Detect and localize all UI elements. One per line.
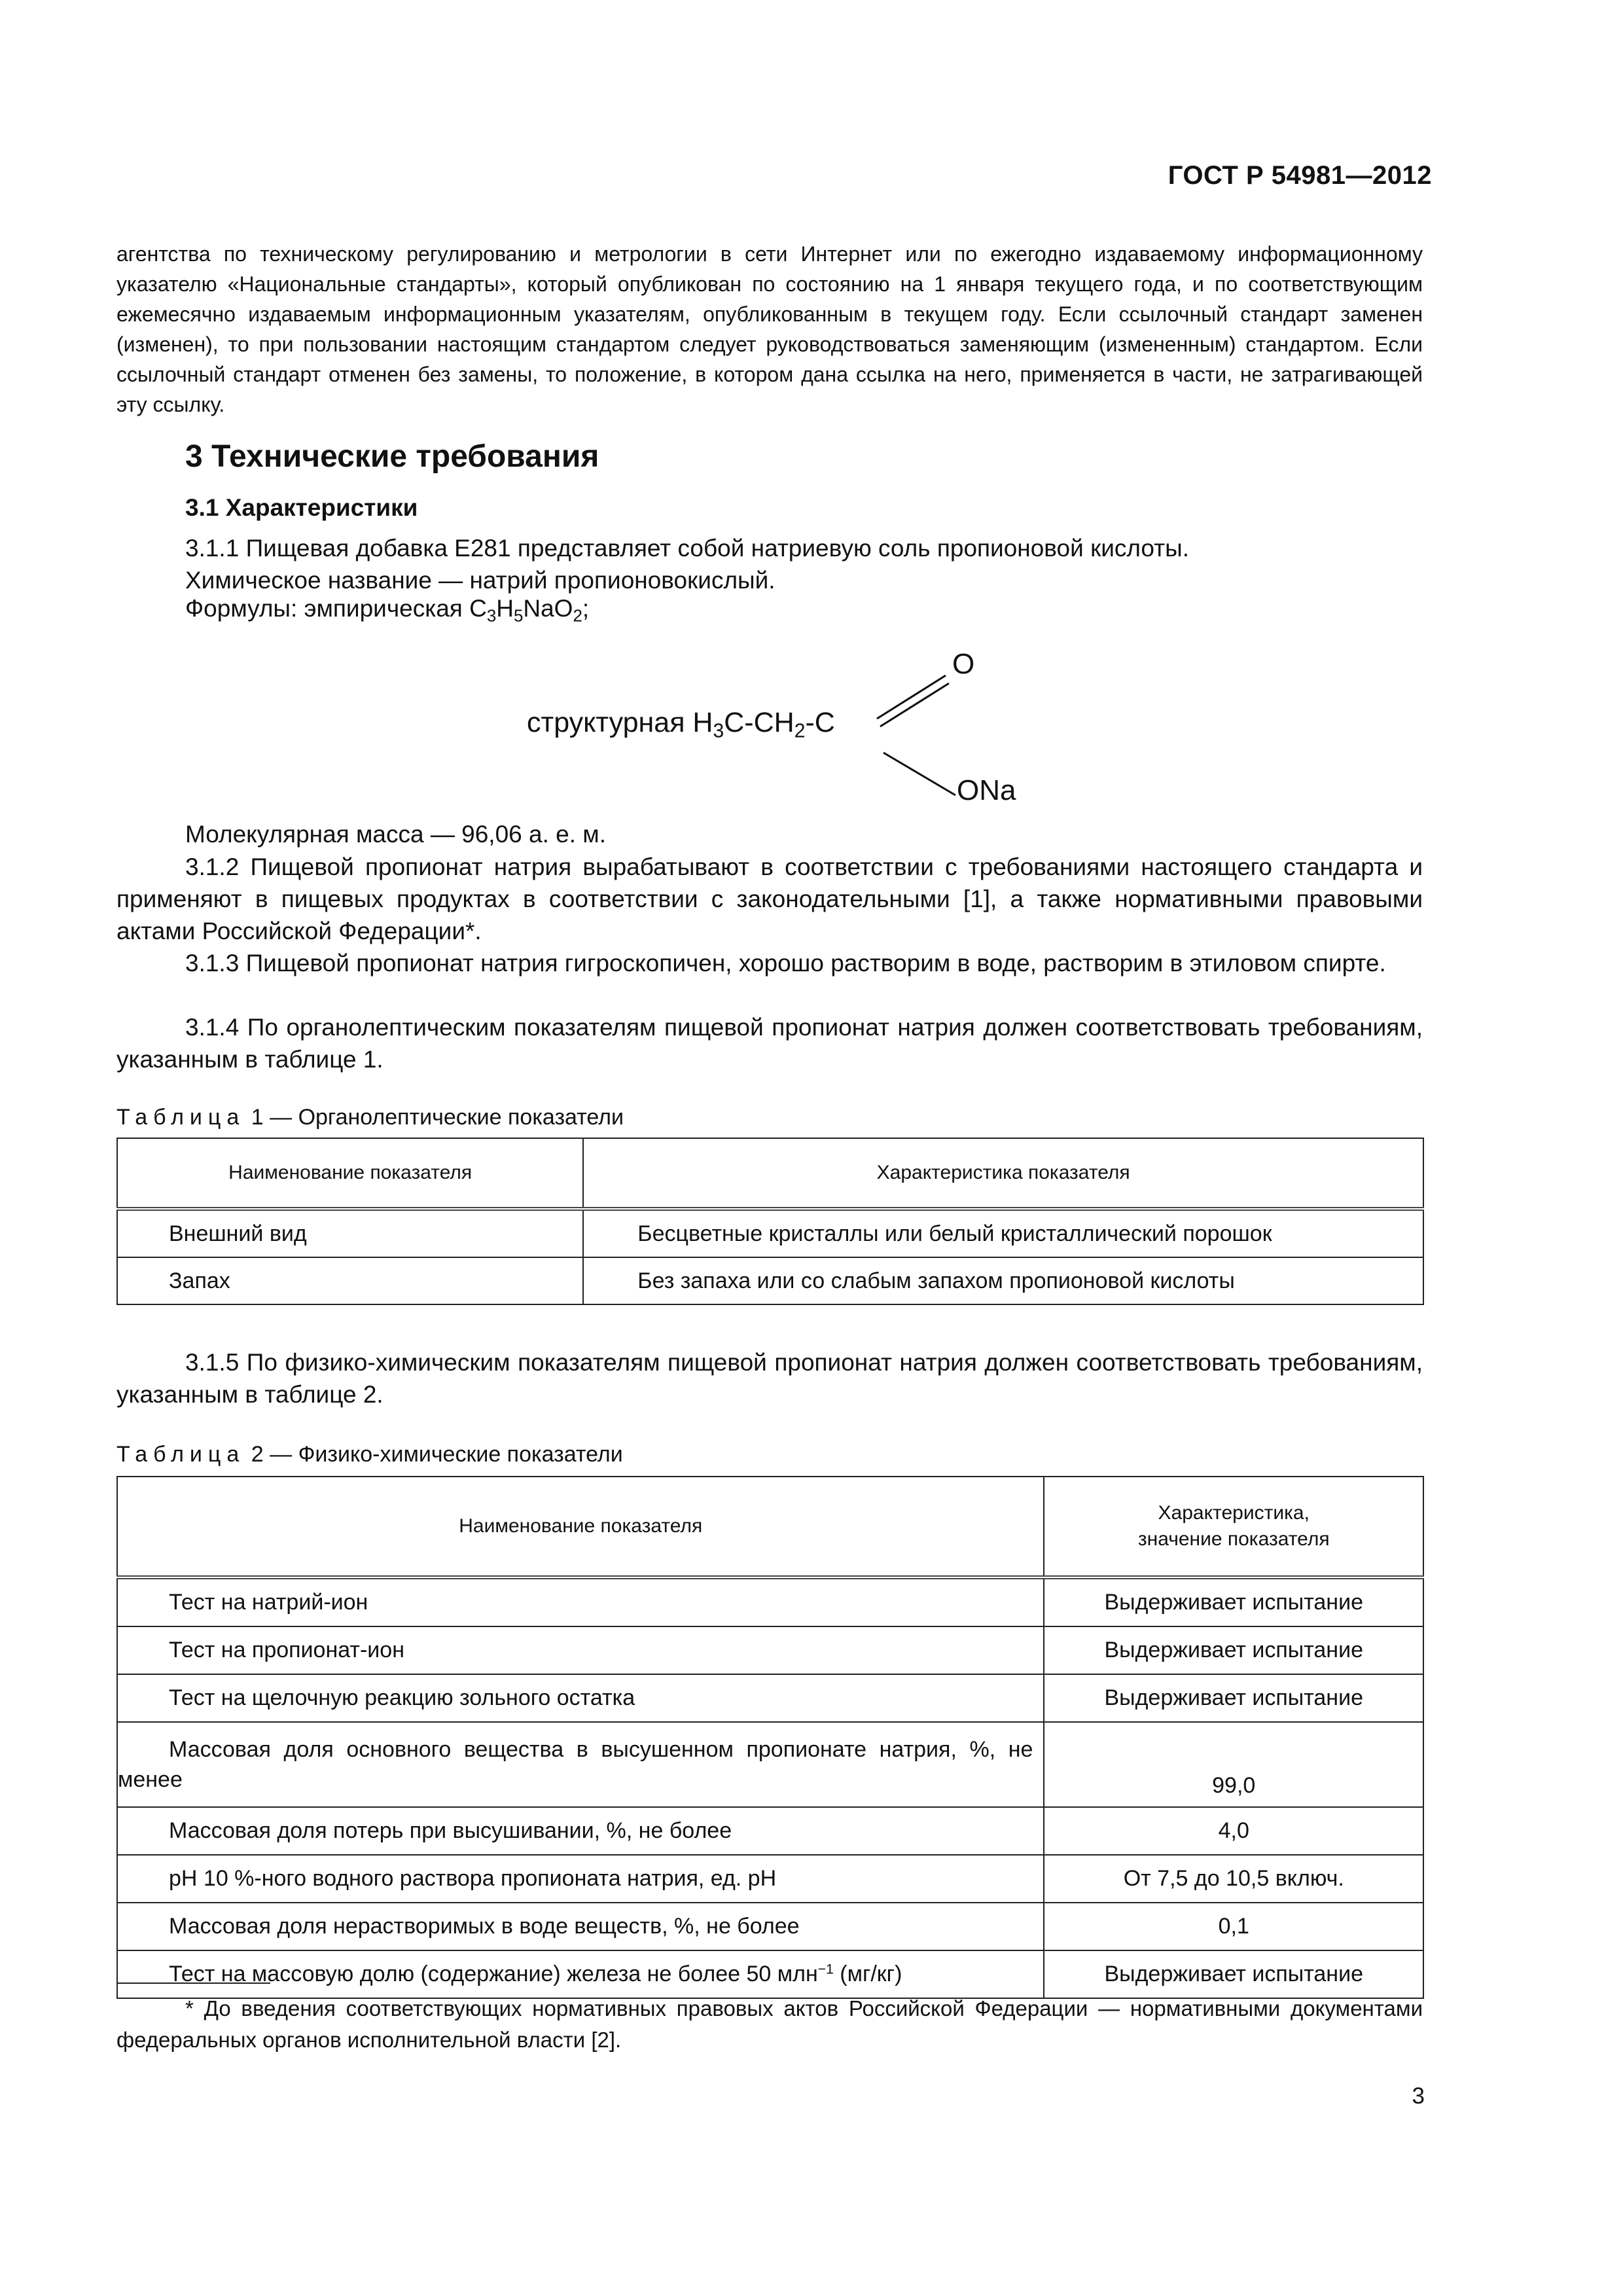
intro-paragraph: агентства по техническому регулированию и метрологии в сети Интернет или по ежегодно издаваемому информационному указателю «Национальные стандарты», который опубликован по состоянию на 1 января текущего года, и по соответствующим ежемесячно издаваемым информационным указателям, опубликованным в текущем году. Если ссылочный стандарт заменен (изменен), то при пользовании настоящим стандартом следует руководствоваться заменяющим (измененным) стандартом. Если ссылочный стандарт отменен без замены, то положение, в котором дана ссылка на него, применяется в части, не затрагивающей эту ссылку. <box>116 242 1423 416</box>
table2-cell: Массовая доля основного вещества в высушенном пропионате натрия, %, не менее <box>117 1722 1044 1807</box>
table2-cell: 0,1 <box>1044 1903 1423 1950</box>
iron-test-suffix: (мг/кг) <box>833 1962 902 1986</box>
section-title: 3 Технические требования <box>185 439 599 474</box>
formula-sub: 2 <box>573 607 582 626</box>
table2-cell: Выдерживает испытание <box>1044 1577 1423 1626</box>
double-bond-lower <box>880 683 949 726</box>
footnote: * До введения соответствующих нормативных правовых актов Российской Федерации — нормативными документами федеральных органов исполнительной власти [2]. <box>116 1996 1423 2052</box>
table-row <box>117 1257 1423 1304</box>
table1-caption <box>116 1105 624 1130</box>
table1-caption-rest: 1 — Органолептические показатели <box>251 1105 624 1130</box>
table-row <box>117 1903 1423 1950</box>
table1-header-char: Характеристика показателя <box>583 1138 1423 1209</box>
formula-sub: 5 <box>513 607 524 626</box>
table2-cell: Выдерживает испытание <box>1044 1674 1423 1722</box>
table-organoleptic <box>116 1138 1424 1305</box>
chemical-name-text: Химическое название — натрий пропионовокислый. <box>185 567 776 594</box>
table-row <box>117 1577 1423 1626</box>
table1-cell: Запах <box>117 1257 583 1304</box>
clause-3-1-5: 3.1.5 По физико-химическим показателям пищевой пропионат натрия должен соответствовать требованиям, указанным в таблице 2. <box>116 1349 1423 1408</box>
struct-end: -C <box>805 707 835 738</box>
table1-caption-word: Таблица <box>116 1105 245 1130</box>
document-id-header: ГОСТ Р 54981—2012 <box>1168 161 1432 190</box>
table2-cell: Массовая доля потерь при высушивании, %, не более <box>117 1807 1044 1855</box>
table2-cell <box>117 1950 1044 1998</box>
footnote-divider <box>116 1982 270 1984</box>
table2-cell: 4,0 <box>1044 1807 1423 1855</box>
formula-sub: 3 <box>486 607 497 626</box>
iron-test-prefix: Тест на массовую долю (содержание) железа не более 50 млн <box>169 1962 818 1986</box>
page-number: 3 <box>1412 2083 1425 2109</box>
table-row <box>117 1626 1423 1674</box>
table-row <box>117 1209 1423 1257</box>
table-row <box>117 1722 1423 1807</box>
struct-sub: 3 <box>713 720 724 742</box>
table1-cell: Без запаха или со слабым запахом пропионовой кислоты <box>583 1257 1423 1304</box>
table2-header-name: Наименование показателя <box>117 1477 1044 1577</box>
table-row <box>117 1674 1423 1722</box>
table2-cell: Выдерживает испытание <box>1044 1626 1423 1674</box>
oxygen-atom: O <box>952 648 975 680</box>
molar-mass: Молекулярная масса — 96,06 а. е. м. <box>185 821 607 848</box>
struct-mid: C-CH <box>724 707 794 738</box>
formula-na: NaO <box>523 595 573 622</box>
chemical-name <box>116 564 1423 596</box>
table2-cell: Выдерживает испытание <box>1044 1950 1423 1998</box>
table-row <box>117 1807 1423 1855</box>
table2-header-line1: Характеристика, <box>1158 1502 1310 1524</box>
table1-header-row <box>117 1138 1423 1209</box>
clause-3-1-1-text: 3.1.1 Пищевая добавка Е281 представляет собой натриевую соль пропионовой кислоты. <box>185 535 1190 562</box>
table2-cell: Тест на щелочную реакцию зольного остатка <box>117 1674 1044 1722</box>
clause-3-1-3: 3.1.3 Пищевой пропионат натрия гигроскопичен, хорошо растворим в воде, растворим в этиловом спирте. <box>185 950 1386 977</box>
clause-3-1-1 <box>116 532 1423 564</box>
table1-cell: Внешний вид <box>117 1209 583 1257</box>
table2-cell: Массовая доля нерастворимых в воде веществ, %, не более <box>117 1903 1044 1950</box>
table1-header-name: Наименование показателя <box>117 1138 583 1209</box>
structural-formula <box>527 707 835 742</box>
clause-3-1-2: 3.1.2 Пищевой пропионат натрия вырабатывают в соответствии с требованиями настоящего стандарта и применяют в пищевых продуктах в соответствии с законодательными [1], а также нормативными правовыми актами Российской Федерации*. <box>116 853 1423 944</box>
table2-cell: 99,0 <box>1044 1722 1423 1807</box>
iron-test-sup: −1 <box>817 1962 834 1977</box>
table2-header-char <box>1044 1477 1423 1577</box>
table-row <box>117 1855 1423 1903</box>
table2-caption <box>116 1442 623 1467</box>
subsection-title: 3.1 Характеристики <box>185 494 418 521</box>
table-physicochemical <box>116 1476 1424 1999</box>
empirical-formula <box>185 592 589 624</box>
clause-3-1-4: 3.1.4 По органолептическим показателям пищевой пропионат натрия должен соответствовать требованиям, указанным в таблице 1. <box>116 1014 1423 1073</box>
table2-caption-word: Таблица <box>116 1442 245 1467</box>
table2-cell: От 7,5 до 10,5 включ. <box>1044 1855 1423 1903</box>
table2-header-row <box>117 1477 1423 1577</box>
table2-cell: Тест на пропионат-ион <box>117 1626 1044 1674</box>
table2-header-line2: значение показателя <box>1137 1528 1330 1550</box>
struct-prefix: структурная H <box>527 707 713 738</box>
table1-cell: Бесцветные кристаллы или белый кристаллический порошок <box>583 1209 1423 1257</box>
formula-h: H <box>496 595 514 622</box>
formula-end: ; <box>582 595 590 622</box>
table2-cell: Тест на натрий-ион <box>117 1577 1044 1626</box>
formula-prefix: Формулы: эмпирическая C <box>185 595 487 622</box>
struct-sub: 2 <box>794 720 806 742</box>
double-bond-upper <box>877 675 946 719</box>
table-row <box>117 1950 1423 1998</box>
ona-group: ONa <box>957 774 1016 806</box>
single-bond <box>883 753 955 795</box>
table2-cell: pH 10 %-ного водного раствора пропионата натрия, ед. pH <box>117 1855 1044 1903</box>
table2-caption-rest: 2 — Физико-химические показатели <box>251 1442 623 1467</box>
